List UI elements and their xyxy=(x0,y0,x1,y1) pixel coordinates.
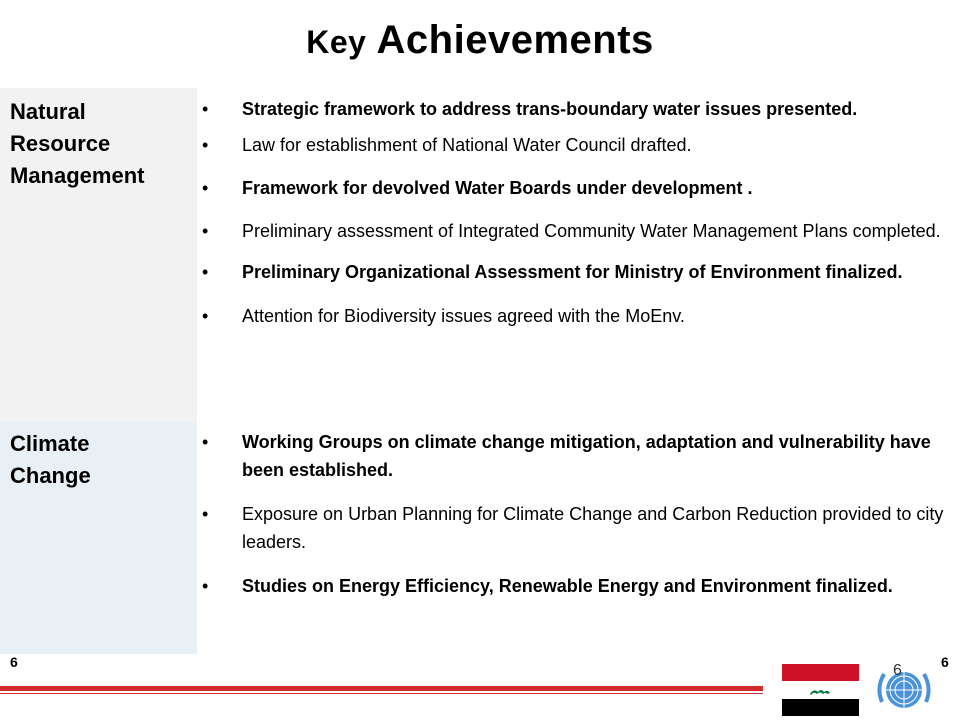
iraq-flag-icon xyxy=(782,664,859,716)
list-item: • Framework for devolved Water Boards under development . xyxy=(197,174,960,202)
section-label-line: Change xyxy=(10,463,91,488)
section-body xyxy=(197,88,960,422)
title-prefix: Key xyxy=(306,24,367,60)
list-item: • Law for establishment of National Water Council drafted. xyxy=(197,131,960,159)
section-climate-change xyxy=(0,422,960,654)
section-label-line: Resource xyxy=(10,131,111,156)
list-item: • Preliminary assessment of Integrated Community Water Management Plans completed. xyxy=(197,217,960,245)
achievement-list xyxy=(197,428,960,600)
page-number-right: 6 xyxy=(941,654,949,670)
footer-divider-thin xyxy=(0,693,763,694)
un-emblem-icon xyxy=(874,662,934,718)
section-label xyxy=(0,422,195,654)
section-label-line: Climate xyxy=(10,431,90,456)
list-item: • Attention for Biodiversity issues agreed with the MoEnv. xyxy=(197,302,960,330)
slide-title xyxy=(0,18,960,63)
title-main: Achievements xyxy=(376,18,654,62)
section-natural-resource-management xyxy=(0,88,960,422)
list-item: • Studies on Energy Efficiency, Renewable Energy and Environment finalized. xyxy=(197,572,960,600)
page-number-logo: 6 xyxy=(893,662,902,679)
achievement-list xyxy=(197,95,960,330)
list-item: • Working Groups on climate change mitigation, adaptation and vulnerability have been established. xyxy=(197,428,960,484)
section-label-line: Management xyxy=(10,163,145,188)
footer-divider xyxy=(0,686,763,691)
section-label xyxy=(0,88,195,422)
page-number-left: 6 xyxy=(10,654,18,670)
section-body xyxy=(197,422,960,654)
list-item: • Exposure on Urban Planning for Climate Change and Carbon Reduction provided to city leaders. xyxy=(197,500,960,556)
list-item: • Preliminary Organizational Assessment for Ministry of Environment finalized. xyxy=(197,258,960,286)
list-item: • Strategic framework to address trans-boundary water issues presented. xyxy=(197,95,960,123)
section-label-line: Natural xyxy=(10,99,86,124)
